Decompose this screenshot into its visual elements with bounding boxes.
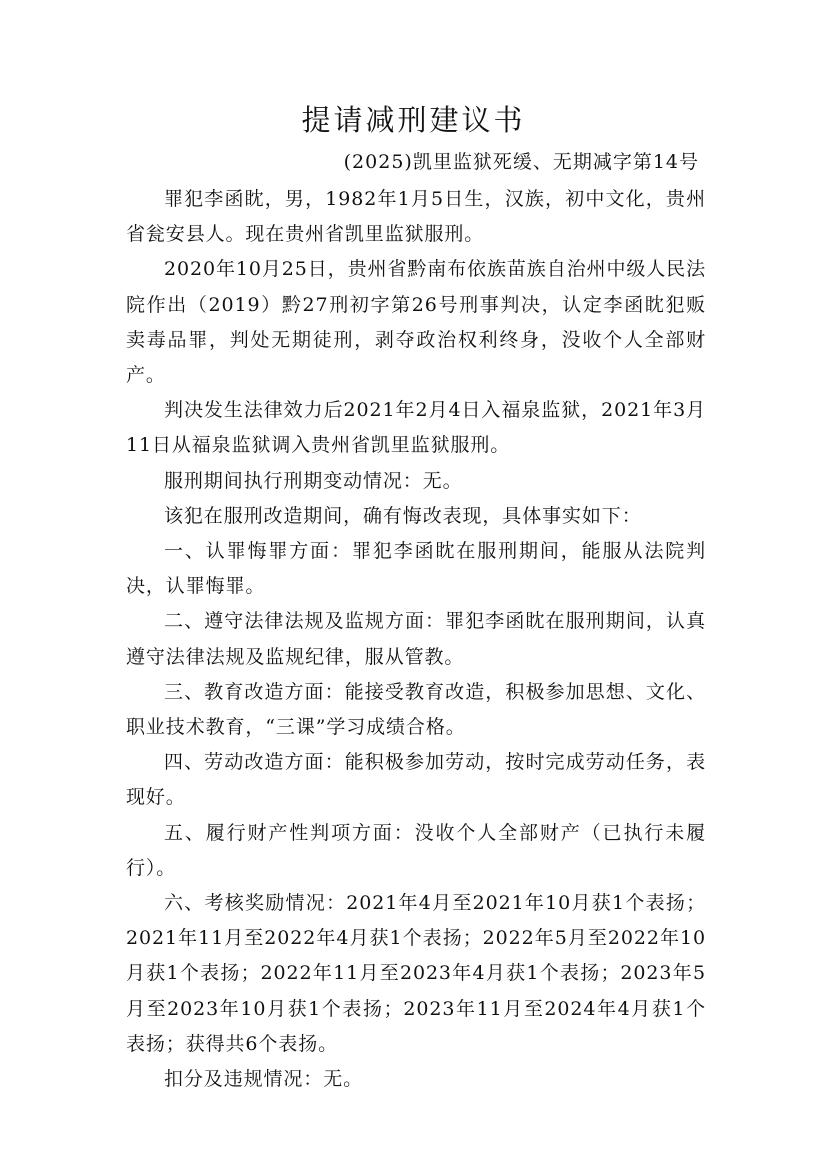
paragraph-judgment: 2020年10月25日，贵州省黔南布依族苗族自治州中级人民法院作出（2019）黔27刑初字第26号刑事判决，认定李函眈犯贩卖毒品罪，判处无期徒刑，剥夺政治权利终身，没收个人全部财产。 — [126, 258, 706, 387]
document-body — [126, 182, 706, 1097]
paragraph-offender-info: 罪犯李函眈，男，1982年1月5日生，汉族，初中文化，贵州省瓮安县人。现在贵州省凯里监狱服刑。 — [126, 188, 706, 246]
paragraph-transfer: 判决发生法律效力后2021年2月4日入福泉监狱，2021年3月11日从福泉监狱调入贵州省凯里监狱服刑。 — [126, 399, 706, 457]
document-number: (2025)凯里监狱死缓、无期减字第14号 — [343, 151, 699, 173]
paragraph-item-6: 六、考核奖励情况：2021年4月至2021年10月获1个表扬；2021年11月至2022年4月获1个表扬；2022年5月至2022年10月获1个表扬；2022年11月至2023年4月获1个表扬；2023年5月至2023年10月获1个表扬；2023年11月至2024年4月获1个表扬；获得共6个表扬。 — [126, 892, 706, 1055]
paragraph-violations: 扣分及违规情况：无。 — [164, 1068, 364, 1091]
paragraph-sentence-change: 服刑期间执行刑期变动情况：无。 — [164, 469, 463, 492]
paragraph-item-4: 四、劳动改造方面：能积极参加劳动，按时完成劳动任务，表现好。 — [126, 751, 706, 809]
paragraph-repentance-intro: 该犯在服刑改造期间，确有悔改表现，具体事实如下： — [164, 504, 642, 527]
paragraph-item-5: 五、履行财产性判项方面：没收个人全部财产（已执行未履行）。 — [126, 821, 706, 879]
document-title: 提请减刑建议书 — [301, 103, 526, 137]
paragraph-item-2: 二、遵守法律法规及监规方面：罪犯李函眈在服刑期间，认真遵守法律法规及监规纪律，服从管教。 — [126, 610, 706, 668]
paragraph-item-3: 三、教育改造方面：能接受教育改造，积极参加思想、文化、职业技术教育，“三课”学习成绩合格。 — [126, 680, 706, 739]
paragraph-item-1: 一、认罪悔罪方面：罪犯李函眈在服刑期间，能服从法院判决，认罪悔罪。 — [126, 540, 706, 598]
